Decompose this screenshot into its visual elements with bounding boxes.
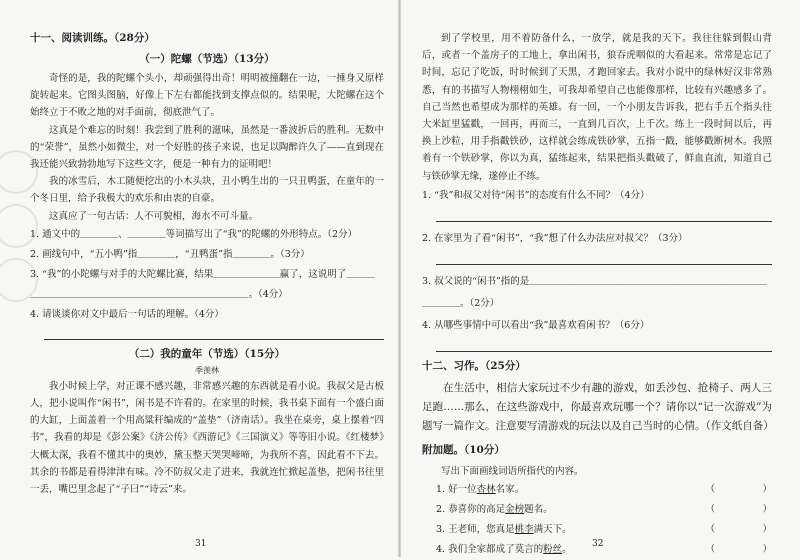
reading1-paragraph: 奇怪的是，我的陀螺个头小，却顽强得出奇！明明被撞翻在一边，一捶身又原样旋转起来。它图头图脑，好像上下左右都能找到支撑点似的。结果呢，大陀螺在这个始终立于不败之地的对手面前，彻底泄气了。 (30, 73, 384, 119)
section-title-reading: 十一、阅读训练。（28分） (30, 32, 155, 44)
reading2-question: 1. “我”和叔父对待“闲书”的态度有什么不同？（4分） (422, 189, 650, 201)
bonus-item-text: 。 (562, 544, 572, 556)
section-title-composition: 十二、习作。（25分） (422, 359, 526, 372)
page-number: 32 (592, 539, 604, 549)
bonus-item (422, 520, 772, 540)
underlined-word: 金榜 (505, 504, 525, 516)
answer-parentheses[interactable]: （ ） (705, 544, 772, 556)
composition-prompt: 在生活中，相信大家玩过不少有趣的游戏，如丢沙包、抢椅子、两人三足跑……那么，在这些游戏中，你最喜欢玩哪一个？请你以“记一次游戏”为题写一篇作文。注意要写清游戏的玩法以及自己当时的心情。（作文纸自备） (422, 381, 774, 432)
left-page (0, 0, 400, 557)
reading2-title: （二）我的童年（节选）（15分） (128, 347, 286, 360)
faded-stamp-marks (0, 150, 34, 300)
reading1-paragraph: 这真是个难忘的时刻！我尝到了胜利的滋味，虽然是一番波折后的胜利。无数中的“荣誉”，虽然小如微尘，对一个好胜的孩子来说，也足以陶醉许久了——直到现在我还能兴致勃勃地写下这些文字，便是一种有力的证明吧！ (30, 124, 384, 171)
answer-line[interactable] (436, 211, 772, 222)
bonus-item (422, 480, 772, 500)
answer-parentheses[interactable]: （ ） (705, 504, 772, 516)
reading1-title: （一）陀螺（节选）（13分） (139, 53, 275, 65)
answer-parentheses[interactable]: （ ） (705, 484, 772, 496)
reading1-question: 4. 请谈谈你对文中最后一句话的理解。（4分） (30, 308, 224, 320)
underlined-word: 粉丝 (543, 544, 563, 556)
bonus-item (422, 500, 772, 520)
bonus-item-text: 满天下。 (533, 524, 572, 536)
bonus-item-text: 名家。 (495, 484, 525, 496)
page-number: 31 (195, 539, 207, 549)
reading1-question: 1. 通文中的＿＿＿＿、＿＿＿＿等词描写出了“我”的陀螺的外形特点。（2分） (30, 228, 358, 240)
reading1-paragraph: 这真应了一句古话：人不可貌相，海水不可斗量。 (49, 210, 259, 222)
bonus-title: 附加题。（10分） (422, 443, 505, 456)
bonus-item-text: 1. 好一位 (436, 484, 477, 496)
right-page (400, 0, 800, 557)
reading1-paragraph: 我的冰雪后，木工随便挖出的小木头块，丑小鸭生出的一只丑鸭蛋，在童年的一个冬日里，给予我极大的欢乐和由衷的自豪。 (30, 176, 384, 205)
reading2-paragraph: 到了学校里，用不着防备什么，一放学，就是我的天下。我往往躲到假山背后，或者一个盖房子的工地上，拿出闲书，狼吞虎咽似的大看起来。常常是忘记了时间，忘记了吃饭，时时候到了天黑，才跑回家去。我对小说中的绿林好汉非常熟悉，有的书描写人物栩栩如生，可我却希望自己也能像那样，比较有兴趣感多了。自己当然也希望成为那样的英雄。有一回，一个小朋友告诉我，把右手五个指头往大米缸里猛戳，一回再，再而三，一直到几百次，上千次。练上一段时间以后，再换上沙粒，用手指戳铁砂，这样就会练成铁砂掌，五指一戳，能够戳断树木。我照着有一个铁砂掌，你以为真，猛练起来，结果把指头戳破了，鲜血直流，知道自己与铁砂掌无缘，遂停止不练。 (422, 33, 772, 182)
answer-line[interactable] (44, 329, 384, 340)
author-name: 季羡林 (195, 365, 219, 375)
answer-line[interactable] (436, 341, 772, 352)
bonus-item-text: 3. 王老师，您真是 (436, 524, 515, 536)
underlined-word: 桃李 (514, 524, 534, 536)
bonus-item-text: 4. 我们全家都成了莫言的 (436, 544, 544, 556)
reading2-question: 2. 在家里为了看“闲书”，“我”想了什么办法应对叔父？（3分） (422, 232, 688, 244)
answer-line[interactable] (436, 254, 772, 265)
reading1-question: 2. 画线句中，“五小鸭”指＿＿＿＿，“丑鸭蛋”指＿＿＿＿。（3分） (30, 248, 310, 260)
reading2-question: 4. 从哪些事情中可以看出“我”最喜欢看闲书？（6分） (422, 319, 650, 331)
bonus-item-text: 题名。 (524, 504, 553, 516)
reading2-paragraph: 我小时候上学，对正课不感兴趣，非常感兴趣的东西就是看小说。我叔父是古板人，把小说叫作“闲书”，闲书是不许看的。在家里的时候，我书桌下面有一个盛白面的大缸，上面盖着一个用高粱秆编成的“盖垫”（济南话）。我坐在桌旁，桌上摆着“四书”，我看的却是《彭公案》《济公传》《西游记》《三国演义》等等旧小说。《红楼梦》大概太深，我看不懂其中的奥妙，黛玉整天哭哭啼啼，为我所不喜，因此看不下去。其余的书都是看得津津有味。冷不防叔父走了进来，我就连忙掀起盖垫，把闲书往里一丢，嘴巴里念起了“子曰”“诗云”来。 (30, 380, 384, 496)
reading1-question: 3. “我”的小陀螺与对手的大陀螺比赛，结果＿＿＿＿＿＿＿赢了，这说明了＿＿＿＿＿＿＿＿＿＿＿＿＿＿＿＿＿＿＿＿＿＿＿＿＿＿。（4分） (30, 268, 375, 300)
bonus-intro: 写出下面画线词语所指代的内容。 (441, 465, 584, 477)
answer-parentheses[interactable]: （ ） (705, 524, 772, 536)
reading2-question: 3. 叔父说的“闲书”指的是＿＿＿＿＿＿＿＿＿＿＿＿＿＿＿＿＿＿＿＿＿＿＿＿＿＿＿＿＿。（2分） (422, 275, 767, 309)
underlined-word: 杏林 (476, 484, 496, 496)
bonus-item-text: 2. 恭喜你的高足 (436, 504, 506, 516)
